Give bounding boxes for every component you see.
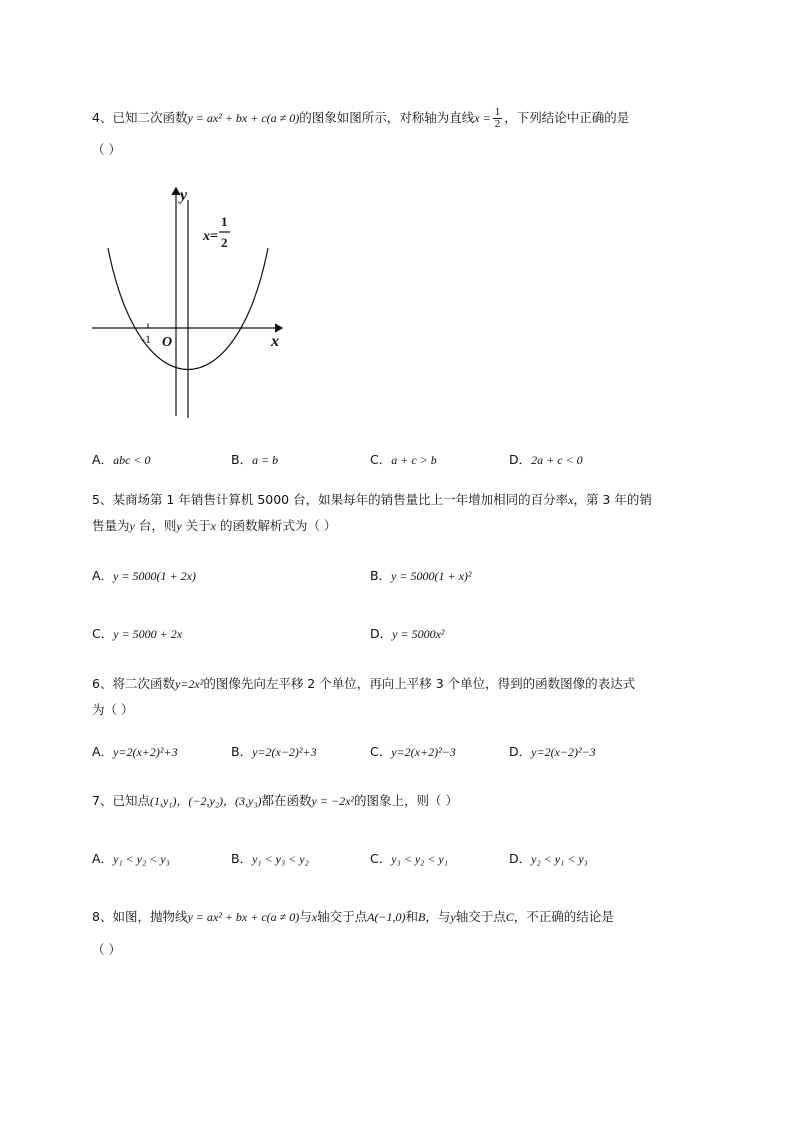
q4-equation: y = ax² + bx + c(a ≠ 0) (187, 111, 300, 125)
q4-blank: （ ） (92, 142, 121, 157)
graph-axis-den: 2 (221, 235, 228, 250)
q4-stem-mid: 的图象如图所示，对称轴为直线 (299, 110, 475, 125)
graph-y-label: y (180, 187, 188, 204)
q7-option-a[interactable]: A．y₁ < y₂ < y₃ (92, 851, 170, 866)
q4-stem-line1 (92, 107, 629, 130)
q4-axis-var: x = (474, 111, 491, 125)
q5-option-b[interactable]: B．y = 5000(1 + x)² (370, 568, 472, 583)
q4-option-a[interactable]: A．abc < 0 (92, 452, 151, 467)
q6-option-c[interactable]: C．y=2(x+2)²−3 (370, 744, 456, 759)
q6-stem-line1: 6、将二次函数y=2x²的图像先向左平移 2 个单位，再向上平移 3 个单位，得到的函数图像的表达式 (92, 676, 636, 691)
q4-option-d[interactable]: D．2a + c < 0 (509, 452, 583, 467)
graph-neg-one-label: -1 (141, 332, 151, 346)
q8-blank: （ ） (92, 942, 121, 957)
q4-option-b[interactable]: B．a = b (231, 452, 279, 467)
q6-option-b[interactable]: B．y=2(x−2)²+3 (231, 744, 317, 759)
q7-option-d[interactable]: D．y₂ < y₁ < y₃ (509, 851, 588, 866)
graph-origin-label: O (162, 335, 173, 350)
q6-option-a[interactable]: A．y=2(x+2)²+3 (92, 744, 178, 759)
q8-stem-line1: 8、如图，抛物线y = ax² + bx + c(a ≠ 0)与x轴交于点A(−1,0)和B，与y轴交于点C，不正确的结论是 (92, 909, 614, 924)
q6-option-d[interactable]: D．y=2(x−2)²−3 (509, 744, 596, 759)
q5-option-a[interactable]: A．y = 5000(1 + 2x) (92, 568, 196, 583)
graph-axis-var: x= (203, 229, 218, 244)
q7-stem-line1: 7、已知点(1,y₁)，(−2,y₂)，(3,y₃)都在函数y = −2x²的图象上，则（ ） (92, 793, 458, 808)
q6-stem-line2: 为（ ） (92, 702, 134, 717)
q4-option-c[interactable]: C．a + c > b (370, 452, 437, 467)
graph-x-label: x (271, 333, 279, 350)
q7-option-c[interactable]: C．y₃ < y₂ < y₁ (370, 851, 448, 866)
q4-parabola-graph (90, 180, 290, 420)
graph-axis-num: 1 (221, 214, 228, 229)
q4-stem-post: ，下列结论中正确的是 (504, 110, 630, 125)
q5-option-d[interactable]: D．y = 5000x² (370, 626, 445, 641)
q5-option-c[interactable]: C．y = 5000 + 2x (92, 626, 183, 641)
q5-stem-line2: 售量为y 台，则y 关于x 的函数解析式为（ ） (92, 518, 337, 533)
q4-stem-pre: 4、已知二次函数 (92, 110, 188, 125)
q7-option-b[interactable]: B．y₁ < y₃ < y₂ (231, 851, 309, 866)
q4-axis-fraction: $\frac{1}{2}$ (494, 106, 501, 130)
q5-stem-line1: 5、某商场第 1 年销售计算机 5000 台，如果每年的销售量比上一年增加相同的百分率x，第 3 年的销 (92, 492, 652, 507)
